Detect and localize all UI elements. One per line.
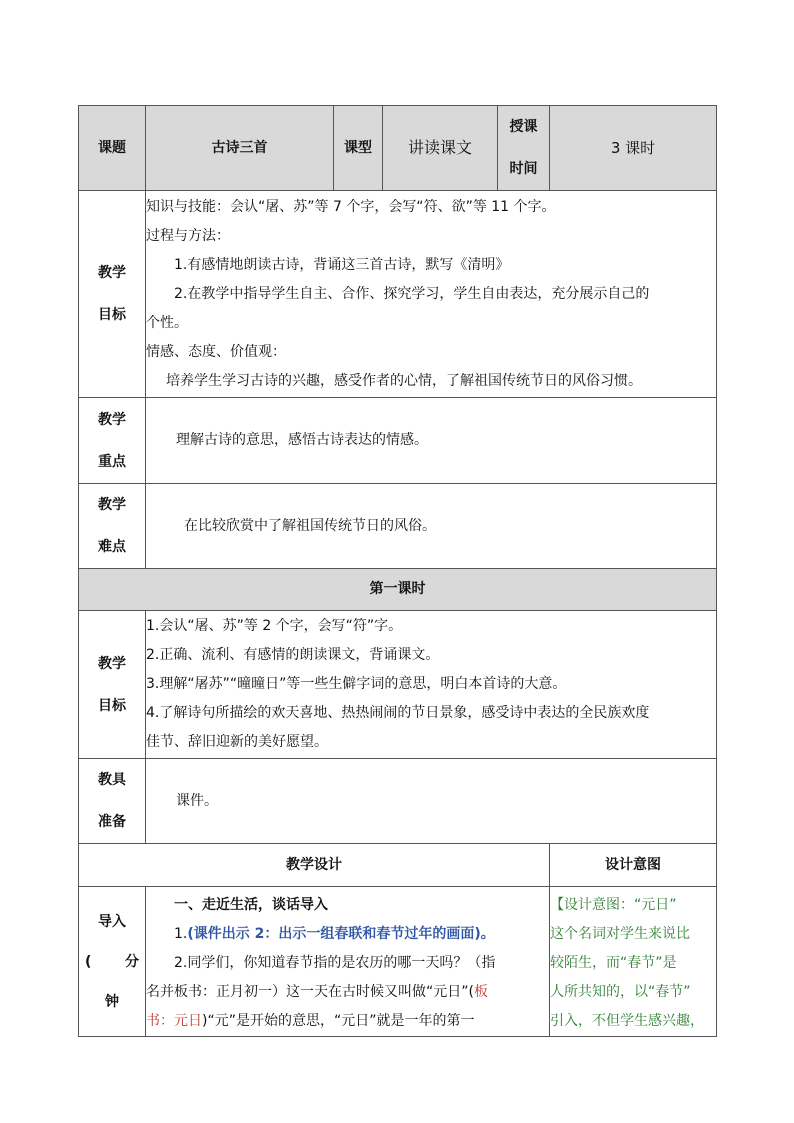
intent-line: 人所共知的，以“春节” [550, 984, 691, 1000]
time-value: 3 课时 [550, 106, 717, 191]
goals-label-line2: 目标 [98, 307, 126, 323]
goals-line: 1.有感情地朗读古诗，背诵这三首古诗，默写《清明》 [174, 256, 510, 273]
step2-b-text: 名并板书：正月初一）这一天在古时候又叫做“元日”( [146, 984, 474, 1000]
tools-row [79, 759, 717, 844]
intro-row [79, 887, 717, 1037]
type-label: 课型 [334, 106, 383, 191]
tools-text: 课件。 [146, 759, 717, 844]
intent-line: 较陌生，而“春节”是 [550, 955, 677, 971]
lesson-plan-table [78, 105, 717, 1037]
lesson1-goal-line: 2.正确、流利、有感情的朗读课文，背诵课文。 [146, 647, 440, 663]
focus-label-line1: 教学 [98, 411, 126, 428]
step2-c-red: 书：元日 [146, 1013, 202, 1029]
tools-label-line1: 教具 [98, 772, 126, 788]
topic-value: 古诗三首 [146, 106, 334, 191]
focus-label-line2: 重点 [98, 453, 126, 470]
intro-step2-a: 2.同学们，你知道春节指的是农历的哪一天吗？（指 [174, 955, 496, 971]
lesson1-title-row [79, 569, 717, 611]
intro-label-line2 [79, 942, 145, 982]
step1-prefix: 1. [174, 926, 188, 942]
goals-label [79, 191, 146, 398]
intro-title: 一、走近生活，谈话导入 [174, 897, 328, 913]
intent-line: 这个名词对学生来说比 [550, 926, 690, 942]
topic-label: 课题 [79, 106, 146, 191]
goals-line: 情感、态度、价值观： [146, 343, 286, 360]
intent-line: 【设计意图：“元日” [550, 897, 677, 913]
intro-label-line3: 钟 [105, 993, 119, 1010]
goals-line: 2.在教学中指导学生自主、合作、探究学习，学生自由表达，充分展示自己的 [174, 285, 650, 302]
focus-row [79, 398, 717, 484]
step2-c-text: )“元”是开始的意思，“元日”就是一年的第一 [202, 1013, 475, 1029]
lesson1-goal-line: 4.了解诗句所描绘的欢天喜地、热热闹闹的节日景象，感受诗中表达的全民族欢度 [146, 705, 650, 721]
difficulty-label-line1: 教学 [98, 497, 126, 513]
tools-label-line2: 准备 [98, 814, 126, 830]
lesson1-goal-line: 3.理解“屠苏”“曈曈日”等一些生僻字词的意思，明白本首诗的大意。 [146, 676, 567, 692]
intro-minutes: 分 [125, 953, 139, 970]
goals-label-line1: 教学 [98, 265, 126, 281]
time-label [498, 106, 550, 191]
lesson1-goals-label-line2: 目标 [98, 697, 126, 714]
goals-line: 知识与技能：会认“屠、苏”等 7 个字，会写“符、欲”等 11 个字。 [146, 198, 556, 215]
goals-line: 培养学生学习古诗的兴趣，感受作者的心情，了解祖国传统节日的风俗习惯。 [166, 372, 642, 389]
time-label-line1: 授课 [509, 119, 538, 135]
header-row [79, 106, 717, 191]
difficulty-label-line2: 难点 [98, 539, 126, 555]
intro-step1 [146, 920, 549, 949]
intro-label-line1: 导入 [98, 913, 126, 930]
goals-line: 个性。 [146, 314, 188, 331]
intro-step2-c [146, 1007, 549, 1036]
design-header-row [79, 844, 717, 887]
design-column-header: 教学设计 [79, 844, 550, 887]
lesson1-goals-content [146, 611, 717, 759]
goals-row [79, 191, 717, 398]
focus-text: 理解古诗的意思，感悟古诗表达的情感。 [146, 398, 717, 484]
intent-column-header: 设计意图 [550, 844, 717, 887]
goals-content [146, 191, 717, 398]
intro-step2-b [146, 978, 549, 1007]
lesson1-goals-row [79, 611, 717, 759]
intent-line: 引入，不但学生感兴趣， [550, 1013, 704, 1029]
difficulty-label [79, 484, 146, 569]
time-label-line2: 时间 [509, 161, 538, 177]
intro-intent [550, 887, 717, 1037]
goals-line: 过程与方法： [146, 227, 230, 244]
difficulty-row [79, 484, 717, 569]
difficulty-text: 在比较欣赏中了解祖国传统节日的风俗。 [146, 484, 717, 569]
tools-label [79, 759, 146, 844]
lesson1-goal-line: 佳节、辞旧迎新的美好愿望。 [146, 734, 328, 750]
lesson1-goal-line: 1.会认“屠、苏”等 2 个字，会写“符”字。 [146, 618, 403, 634]
intro-paren: ( [85, 953, 92, 970]
lesson1-title: 第一课时 [79, 569, 717, 611]
step1-courseware: (课件出示 2：出示一组春联和春节过年的画面)。 [187, 926, 495, 942]
type-value: 讲读课文 [383, 106, 498, 191]
lesson1-goals-label-line1: 教学 [98, 655, 126, 672]
focus-label [79, 398, 146, 484]
intro-content [146, 887, 550, 1037]
intro-label [79, 887, 146, 1037]
lesson1-goals-label [79, 611, 146, 759]
step2-b-red: 板 [473, 984, 488, 1000]
